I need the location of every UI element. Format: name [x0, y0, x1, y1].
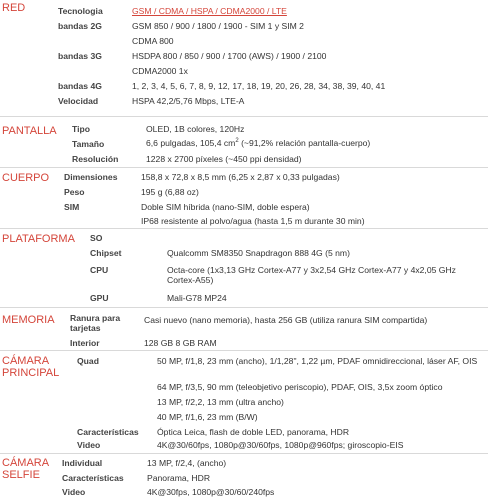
label-so: SO [90, 233, 103, 243]
section-camara-principal [0, 351, 488, 454]
section-plataforma [0, 229, 488, 308]
section-title-pantalla: PANTALLA [2, 125, 57, 137]
label-peso: Peso [64, 187, 85, 197]
label-interior: Interior [70, 338, 100, 348]
value-tamano-b: (~91,2% relación pantalla-cuerpo) [238, 138, 371, 148]
value-bandas-3g-1: HSDPA 800 / 850 / 900 / 1700 (AWS) / 1900 / 2100 [132, 51, 327, 61]
value-dimensiones: 158,8 x 72,8 x 8,5 mm (6,25 x 2,87 x 0,33 pulgadas) [141, 172, 340, 182]
value-bandas-4g-1: 1, 2, 3, 4, 5, 6, 7, 8, 9, 12, 17, 18, 19, 20, 26, 28, 34, 38, 39, 40, 41 [132, 81, 386, 91]
value-velocidad: HSPA 42,2/5,76 Mbps, LTE-A [132, 96, 245, 106]
label-gpu: GPU [90, 293, 109, 303]
value-ip68: IP68 resistente al polvo/agua (hasta 1,5 m durante 30 min) [141, 216, 365, 226]
label-bandas-3g: bandas 3G [58, 51, 102, 61]
value-quad-3: 13 MP, f/2,2, 13 mm (ultra ancho) [157, 397, 284, 407]
label-sim: SIM [64, 202, 80, 212]
label-caracteristicas: Características [77, 427, 139, 437]
section-pantalla [0, 117, 488, 168]
value-sim: Doble SIM híbrida (nano-SIM, doble espera) [141, 202, 310, 212]
value-chipset: Qualcomm SM8350 Snapdragon 888 4G (5 nm) [167, 248, 350, 258]
label-bandas-4g: bandas 4G [58, 81, 102, 91]
value-cpu: Octa-core (1x3,13 GHz Cortex-A77 y 3x2,54 GHz Cortex-A77 y 4x2,05 GHz Cortex-A55) [167, 265, 456, 285]
label-ranura-1: Ranura para [70, 313, 121, 323]
label-dimensiones: Dimensiones [64, 172, 118, 182]
section-title-selfie-2: SELFIE [2, 469, 40, 481]
value-individual: 13 MP, f/2,4, (ancho) [147, 458, 227, 468]
value-selfie-caracteristicas: Panorama, HDR [147, 473, 211, 483]
label-velocidad: Velocidad [58, 96, 99, 106]
label-individual: Individual [62, 458, 103, 468]
value-bandas-2g-1: GSM 850 / 900 / 1800 / 1900 - SIM 1 y SIM 2 [132, 21, 304, 31]
section-title-camara-2: PRINCIPAL [2, 367, 60, 379]
value-quad-2: 64 MP, f/3,5, 90 mm (teleobjetivo periscopio), PDAF, OIS, 3,5x zoom óptico [157, 382, 443, 392]
section-camara-selfie [0, 454, 488, 500]
value-caracteristicas: Óptica Leica, flash de doble LED, panorama, HDR [157, 427, 350, 437]
value-gpu: Mali-G78 MP24 [167, 293, 227, 303]
section-red [0, 0, 488, 117]
label-bandas-2g: bandas 2G [58, 21, 102, 31]
value-tamano-sup: 2 [235, 138, 239, 145]
value-bandas-2g-2: CDMA 800 [132, 36, 174, 46]
value-quad-1: 50 MP, f/1,8, 23 mm (ancho), 1/1,28", 1,22 µm, PDAF omnidireccional, láser AF, OIS [157, 356, 478, 366]
label-tamano: Tamaño [72, 139, 105, 149]
value-tamano [146, 138, 370, 148]
value-quad-4: 40 MP, f/1,6, 23 mm (B/W) [157, 412, 258, 422]
value-tipo: OLED, 1B colores, 120Hz [146, 124, 245, 134]
value-interior: 128 GB 8 GB RAM [144, 338, 217, 348]
section-title-memoria: MEMORIA [2, 314, 55, 326]
value-bandas-3g-2: CDMA2000 1x [132, 66, 188, 76]
label-selfie-video: Video [62, 487, 86, 497]
value-ranura: Casi nuevo (nano memoria), hasta 256 GB (utiliza ranura SIM compartida) [144, 315, 428, 325]
label-selfie-caracteristicas: Características [62, 473, 124, 483]
tecnologia-link[interactable]: GSM / CDMA / HSPA / CDMA2000 / LTE [132, 6, 287, 16]
value-video: 4K@30/60fps, 1080p@30/60fps, 1080p@960fps; giroscopio-EIS [157, 440, 404, 450]
label-chipset: Chipset [90, 248, 122, 258]
value-peso: 195 g (6,88 oz) [141, 187, 199, 197]
section-title-plataforma: PLATAFORMA [2, 233, 75, 245]
section-title-selfie-1: CÁMARA [2, 457, 50, 469]
value-tamano-a: 6,6 pulgadas, 105,4 cm [146, 138, 236, 148]
section-title-camara-1: CÁMARA [2, 355, 50, 367]
label-cpu: CPU [90, 265, 109, 275]
value-resolucion: 1228 x 2700 píxeles (~450 ppi densidad) [146, 154, 302, 164]
label-tipo: Tipo [72, 124, 90, 134]
label-tecnologia: Tecnologia [58, 6, 103, 16]
label-resolucion: Resolución [72, 154, 119, 164]
label-video: Video [77, 440, 101, 450]
section-title-cuerpo: CUERPO [2, 172, 50, 184]
value-selfie-video: 4K@30fps, 1080p@30/60/240fps [147, 487, 275, 497]
section-title-red: RED [2, 2, 26, 14]
section-memoria [0, 308, 488, 351]
label-ranura-2: tarjetas [70, 323, 101, 333]
label-quad: Quad [77, 356, 99, 366]
section-cuerpo [0, 168, 488, 229]
